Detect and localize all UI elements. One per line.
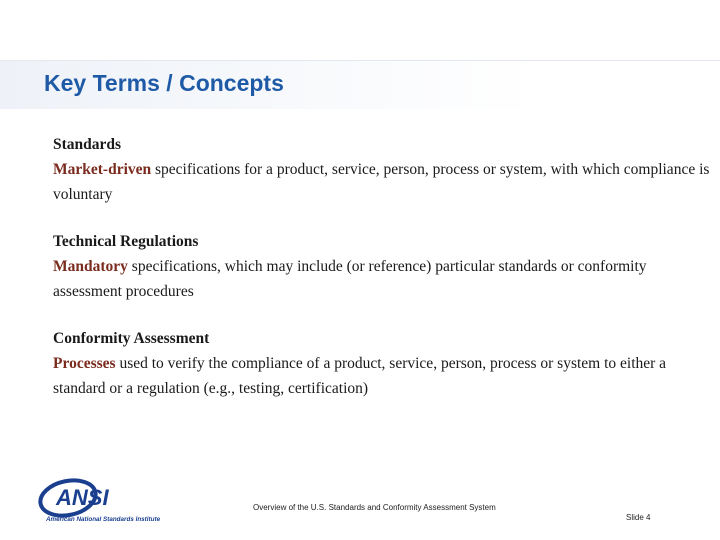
term-heading: Conformity Assessment <box>53 330 210 347</box>
slide-title: Key Terms / Concepts <box>44 70 284 96</box>
term-heading: Standards <box>53 136 122 153</box>
logo-tagline: American National Standards Institute <box>46 516 161 523</box>
term-definition-text: specifications for a product, service, person, process or system, with which compliance is voluntary <box>53 161 710 203</box>
term-definition <box>53 157 713 207</box>
term-heading: Technical Regulations <box>53 233 199 250</box>
term-conformity-assessment <box>53 327 713 401</box>
term-definition <box>53 351 713 401</box>
terms-list <box>53 133 713 424</box>
term-definition-text: specifications, which may include (or reference) particular standards or conformity assessment procedures <box>53 258 647 300</box>
term-keyword: Mandatory <box>53 258 128 275</box>
term-definition <box>53 254 713 304</box>
logo-text: ANSI <box>56 485 109 510</box>
slide-number: Slide 4 <box>626 513 651 522</box>
term-keyword: Processes <box>53 355 116 372</box>
term-keyword: Market-driven <box>53 161 152 178</box>
ansi-logo <box>38 473 208 525</box>
term-technical-regulations <box>53 230 713 304</box>
term-standards <box>53 133 713 207</box>
footer-text: Overview of the U.S. Standards and Conformity Assessment System <box>253 503 496 512</box>
term-definition-text: used to verify the compliance of a product, service, person, process or system to either a standard or a regulation (e.g., testing, certification) <box>53 355 667 397</box>
